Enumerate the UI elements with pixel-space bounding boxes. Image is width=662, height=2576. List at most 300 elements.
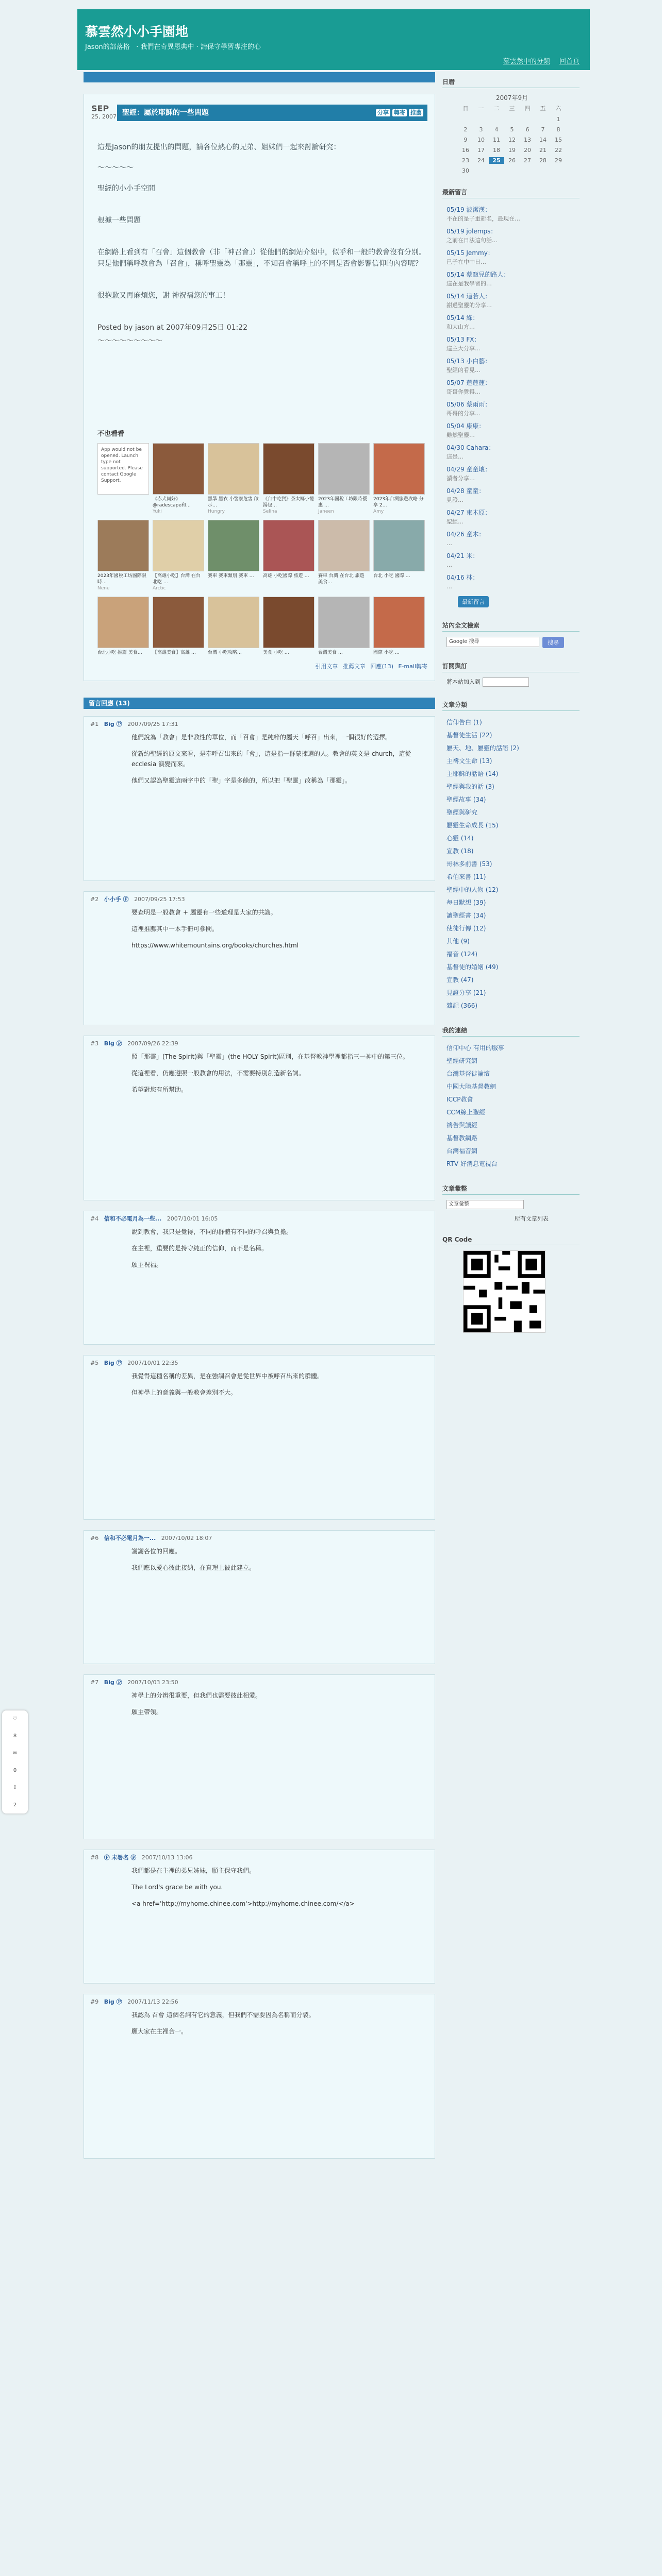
link-item[interactable]: 禱告與讀經 [446,1122,478,1129]
comment-header [90,895,428,903]
link-item[interactable]: ICCP教會 [446,1096,473,1103]
comment-date: 2007/10/01 16:05 [167,1215,218,1222]
comment-paragraph: <a href='http://myhome.chinee.com'>http://myhome.chinee.com/</a> [131,1900,355,1907]
header-links [496,56,580,65]
comment-paragraph: 但神學上的意義與一般教會差別不大。 [131,1389,237,1396]
category-item[interactable]: 雜記 (366) [446,1002,478,1009]
comment-body [131,1690,428,1717]
comment-number: #6 [90,1535,99,1541]
site-header [0,0,662,72]
recent-comment-item[interactable] [442,377,580,398]
comment [84,1850,435,1984]
recent-comment-excerpt: … [446,540,452,547]
header-link[interactable]: 回首頁 [559,58,580,65]
comment-body [131,907,428,951]
comment-date: 2007/11/13 22:56 [127,1998,178,2005]
calendar-day[interactable]: 4 [494,126,499,133]
post-footer [91,322,427,346]
recommendation-thumbnail[interactable] [208,597,259,648]
subscribe-title: 訂閱與訂 [442,662,580,672]
recommendation-caption[interactable]: 美食 小吃 … [263,650,289,655]
category-item[interactable]: 主耶穌的話語 (14) [446,770,499,777]
comment-author[interactable]: Ⓟ 未署名 Ⓟ [104,1854,137,1861]
link-item[interactable]: RTV 好消息電視台 [446,1160,498,1167]
comment-paragraph: 在主裡，重要的是持守純正的信仰，而不是名稱。 [131,1245,268,1252]
share-icon[interactable]: 分享 [376,109,390,116]
recent-comment-date: 05/14 綠： [446,314,479,321]
recommendation-thumbnail[interactable] [97,597,149,648]
calendar-day[interactable]: 28 [539,157,547,164]
comment-paragraph: 從這裡看，仍應遵照一般教會的用法，不需要特別創造新名詞。 [131,1070,305,1077]
share-icon[interactable]: ⇪ [12,1785,18,1791]
recommendations [91,428,427,656]
comment-header [90,1214,428,1223]
comment-paragraph: 我認為 召會 這個名詞有它的意義，但我們不需要因為名稱而分裂。 [131,2011,315,2019]
recommendation-thumbnail[interactable] [318,443,370,495]
category-item[interactable]: 聖經與研究 [446,809,478,816]
recommendation-author: Janeen [318,509,334,514]
calendar-day[interactable]: 13 [524,137,531,143]
like-icon[interactable]: ♡ [12,1716,18,1722]
search-button[interactable]: 搜尋 [542,637,564,648]
header-link[interactable]: 慕雲然中的分類 [503,58,550,65]
calendar-title: 日曆 [442,77,580,88]
calendar-day [520,116,535,123]
comment-author[interactable]: 信和不必電月為一些... [104,1215,162,1222]
comment-paragraph: 我覺得這種名稱的差異，是在強調召會是從世界中被呼召出來的群體。 [131,1372,324,1380]
calendar-day[interactable]: 10 [477,137,485,143]
calendar-day[interactable]: 11 [493,137,500,143]
comment-author[interactable]: Big Ⓟ [104,1040,122,1047]
category-item[interactable]: 每日默想 (39) [446,899,486,906]
category-item[interactable]: 宣教 (18) [446,848,474,855]
main-column [84,72,435,2169]
recommendation-thumbnail[interactable] [373,443,425,495]
category-item[interactable]: 屬靈生命成長 (15) [446,822,499,829]
comment [84,716,435,881]
qr-title: QR Code [442,1236,580,1245]
recommendation-card[interactable] [263,520,315,591]
recommendation-card[interactable] [373,597,425,656]
recent-comment-item[interactable] [442,506,580,528]
archive-list-link[interactable]: 所有文章列表 [515,1215,549,1222]
qr-code-graphic [464,1251,545,1332]
calendar-day [489,116,504,123]
calendar-weekday: 一 [478,105,484,112]
recent-comment-item[interactable] [442,398,580,420]
calendar-section [442,77,580,174]
calendar-day[interactable]: 16 [462,147,469,154]
calendar-day [535,116,551,123]
comment [84,1674,435,1839]
comment-paragraph: 這裡推薦其中一本手冊可參閱。 [131,925,219,933]
category-item[interactable]: 聖經中的人物 (12) [446,886,499,893]
recent-comment-date: 04/16 林： [446,574,479,581]
recommendation-card[interactable] [208,443,259,515]
calendar-day[interactable]: 29 [555,157,562,164]
category-item[interactable]: 主禱文生命 (13) [446,757,492,765]
recommendation-thumbnail[interactable] [153,597,204,648]
comment-number: #5 [90,1360,99,1366]
comment-header [90,1678,428,1686]
recent-comment-excerpt: 不在的是子重新名，最現在… [446,215,520,222]
comments-link[interactable]: 回應(13) [370,663,393,670]
recent-comment-date: 04/30 Cahara： [446,444,495,451]
category-item[interactable]: 使徒行傳 (12) [446,925,486,932]
comments-list [84,716,435,2159]
comment-paragraph: 希望對您有所幫助。 [131,1086,188,1093]
calendar-day[interactable]: 8 [556,126,560,133]
calendar-day[interactable]: 22 [555,147,562,154]
recommendation-card[interactable] [318,443,370,515]
calendar-weekday: 四 [524,105,531,112]
recent-comment-item[interactable] [442,333,580,355]
link-item[interactable]: CCM線上聖經 [446,1109,486,1116]
recommendation-caption[interactable]: 台北 小吃 國際 … [373,573,410,579]
recommendations-title: 不也看看 [97,430,125,438]
comment [84,1530,435,1664]
recommendation-thumbnail[interactable] [97,520,149,571]
post-title-bar [117,105,427,121]
recent-comment-date: 04/26 童木： [446,531,485,538]
recent-comment-excerpt: 和大山方… [446,324,475,330]
recommendation-card[interactable] [373,520,425,591]
recent-comment-date: 05/07 蓮蓮蓮： [446,379,491,386]
comment-author[interactable]: Big Ⓟ [104,1360,122,1366]
comment-body [131,2010,428,2037]
post-paragraph: 聖經的小小手空間 [97,184,155,193]
comment-header [90,1534,428,1542]
comment-paragraph: 我們都是在主裡的弟兄姊妹，願主保守我們。 [131,1867,256,1874]
link-item[interactable]: 聖經研究網 [446,1057,478,1064]
link-item[interactable]: 台灣福音網 [446,1147,478,1155]
recommendation-caption[interactable]: 【高雄美食】高雄 … [153,650,196,655]
recommendation-thumbnail[interactable] [208,520,259,571]
calendar-day[interactable]: 19 [508,147,516,154]
recent-comment-item[interactable] [442,204,580,225]
category-item[interactable]: 福音 (124) [446,951,478,958]
calendar-day[interactable]: 27 [524,157,531,164]
recent-comment-item[interactable] [442,571,580,593]
recommendation-author: Amy [373,509,384,514]
comment-number: #3 [90,1040,99,1047]
recent-comment-date: 04/21 米： [446,552,479,560]
recent-comment-date: 05/13 FX： [446,336,481,343]
post-paragraph: 很抱歉又再麻煩您，謝 神祝福您的事工！ [97,292,230,300]
recommendation-thumbnail[interactable] [153,443,204,495]
recommendation-caption[interactable]: 黑暴 黑衣 小警察危害 啟示… [208,497,259,508]
comment-author[interactable]: Big Ⓟ [104,1679,122,1686]
trackback-link[interactable]: 引用文章 [315,663,338,670]
calendar [458,93,566,174]
recent-comment-item[interactable] [442,290,580,312]
recommendation-caption[interactable]: 2023年國稅工坊國際限時… [97,573,146,585]
category-item[interactable]: 基督徒生活 (22) [446,732,492,739]
recent-comment-excerpt: … [446,583,452,590]
recommendation-caption[interactable]: 2023年台灣旅遊攻略 分享 2… [373,497,424,508]
recommendation-author: Nene [97,586,110,591]
search-input[interactable]: Google 搜尋 [446,637,539,647]
recent-comment-date: 04/29 童童壞： [446,466,491,473]
comment-count: 0 [13,1768,17,1774]
recommendation-card[interactable] [263,597,315,656]
recent-comments-section [442,188,580,607]
more-comments-button[interactable]: 最新留言 [458,596,489,607]
calendar-day[interactable]: 26 [508,157,516,164]
recent-comment-excerpt: 這是… [446,453,464,460]
recommendation-card[interactable] [318,520,370,591]
comment-number: #8 [90,1854,99,1861]
recommendation-card[interactable] [373,443,425,515]
recent-comment-item[interactable] [442,463,580,485]
recommend-link[interactable]: 推薦文章 [342,663,366,670]
recommendation-card[interactable] [208,597,259,656]
category-item[interactable]: 信仰告白 (1) [446,719,482,726]
comment-date: 2007/09/25 17:53 [134,896,185,903]
calendar-day[interactable]: 7 [541,126,545,133]
archive-section [442,1184,580,1223]
links-section [442,1026,580,1171]
comment-body [131,1866,428,1909]
post-title[interactable]: 聖經：屬於耶穌的一些問題 [122,109,209,117]
recommendation-author: Arctic [153,586,166,591]
comment-paragraph: 我們應以愛心彼此接納，在真理上彼此建立。 [131,1564,256,1571]
comment [84,891,435,1025]
comment-paragraph: 要查明是一般教會 + 屬靈有一些道理是大家的共識。 [131,909,277,916]
comment-paragraph: 願大家在主裡合一。 [131,2028,188,2035]
recommendation-thumbnail[interactable]: App would not be opened. Launch type not supported. Please contact Google Support. [97,443,149,495]
recent-comment-date: 05/13 小白藝： [446,358,491,365]
comment [84,1355,435,1520]
calendar-day[interactable]: 14 [539,137,547,143]
recommendation-caption[interactable]: 台灣美食 … [318,650,343,655]
recent-comment-item[interactable] [442,247,580,268]
categories-section [442,700,580,1012]
category-item[interactable]: 希伯來書 (11) [446,873,486,880]
category-item[interactable]: 讀聖經書 (34) [446,912,486,919]
comment-header [90,1853,428,1861]
links-list [442,1042,580,1171]
recommendation-thumbnail[interactable] [373,597,425,648]
calendar-day[interactable]: 6 [525,126,529,133]
forward-icon[interactable]: 轉寄 [392,109,407,116]
comment-author[interactable]: 小小手 Ⓟ [104,896,129,903]
recommendation-author: Selina [263,509,277,514]
recommendation-card[interactable] [318,597,370,656]
comment-paragraph: 願主祝福。 [131,1261,163,1268]
recommendation-caption[interactable]: 國際 小吃 … [373,650,400,655]
recommendation-author: Yuki [153,509,162,514]
comment-number: #9 [90,1998,99,2005]
comment-author[interactable]: Big Ⓟ [104,1998,122,2005]
post-paragraph: 在網路上看到有「召會」這個教會（非「神召會」）從他們的網站介紹中，似乎和一般的教會沒有分別。只是他們稱呼教會為「召會」，稱呼聖靈為「那靈」，不知召會稱呼上的不同是否會影響信仰的內容呢？ [97,248,426,268]
recommendation-card[interactable] [153,443,204,515]
comment-date: 2007/10/01 22:35 [127,1360,178,1366]
comment-body [131,1052,428,1095]
calendar-weekday: 二 [493,105,500,112]
calendar-day[interactable]: 20 [524,147,531,154]
sidebar [442,77,580,1346]
recent-comment-excerpt: 聖經的看見… [446,367,481,374]
calendar-weekday: 日 [462,105,469,112]
calendar-day[interactable]: 3 [479,126,483,133]
comment-date: 2007/10/13 13:06 [141,1854,193,1861]
calendar-day[interactable]: 23 [462,157,469,164]
category-item[interactable]: 聖經故事 (34) [446,796,486,803]
recommendation-thumbnail[interactable] [318,520,370,571]
comment-number: #1 [90,721,99,727]
email-link[interactable]: E-mail轉寄 [398,663,427,670]
recent-comment-excerpt: 這主大分享… [446,345,481,352]
category-item[interactable]: 哥林多前書 (53) [446,860,492,868]
floating-toolbar [2,1710,28,1814]
recent-comment-excerpt: 謝過聖靈的分享… [446,302,492,309]
recommendation-thumbnail[interactable] [373,520,425,571]
calendar-day[interactable]: 1 [556,116,560,123]
recent-comment-item[interactable] [442,225,580,247]
comment-body [131,732,428,786]
categories-list [442,716,580,1012]
recent-comment-excerpt: … [446,562,452,568]
recent-comment-item[interactable] [442,485,580,506]
calendar-day[interactable]: 21 [539,147,547,154]
calendar-day[interactable]: 30 [462,167,469,174]
recent-comment-item[interactable] [442,550,580,571]
recommendation-caption[interactable]: 《台中吃貨》茶太椰小籠湯包… [263,497,315,508]
comment-paragraph: 神學上的分辨很重要，但我們也需要彼此相愛。 [131,1692,262,1699]
calendar-day[interactable]: 25 [489,157,504,164]
recommendation-caption[interactable]: 《赤犬同好》@radescape和… [153,497,191,508]
category-item[interactable]: 基督徒的婚姻 (49) [446,963,499,971]
comment-paragraph: 他們又認為聖靈這兩字中的「聖」字是多餘的，所以把「聖靈」改稱為「那靈」。 [131,777,352,784]
recommendation-thumbnail[interactable] [208,443,259,495]
recommendation-caption[interactable]: 台北小吃 推薦 美食… [97,650,142,655]
category-item[interactable]: 心靈 (14) [446,835,474,842]
recommendation-card[interactable] [263,443,315,515]
comment-header [90,1039,428,1047]
calendar-day[interactable]: 15 [555,137,562,143]
calendar-day[interactable]: 9 [464,137,468,143]
top-bar [84,72,435,82]
site-title[interactable]: 慕雲然小小手園地 [85,24,189,39]
recommendation-caption[interactable]: 【高雄小吃】台灣 在台北吃 … [153,573,201,585]
recommendation-card[interactable] [97,597,149,656]
recent-comment-excerpt: 雖然聖靈… [446,432,475,438]
comment-date: 2007/10/03 23:50 [127,1679,178,1686]
category-item[interactable]: 其他 (9) [446,938,470,945]
calendar-day[interactable]: 17 [477,147,485,154]
recommendation-thumbnail[interactable] [318,597,370,648]
post-paragraph: 這是Jason的朋友提出的問題，請各位熱心的兄弟、姐妹們一起來討論研究： [97,143,341,151]
post-date: SEP 25, 2007 [91,104,117,120]
link-item[interactable]: 中國大陸基督教網 [446,1083,496,1090]
calendar-header: 2007年9月 [495,94,528,101]
recommendation-card[interactable] [153,520,204,591]
comment-author[interactable]: Big Ⓟ [104,721,122,727]
post-paragraph: ～～～～～ [97,164,134,172]
calendar-weekday: 三 [509,105,515,112]
search-title: 站內全文檢索 [442,621,580,632]
link-item[interactable]: 台灣基督徒論壇 [446,1070,490,1077]
comment-paragraph: 他們說為「教會」是非教性的單位，而「召會」是純粹的屬天「呼召」出來，一個很好的選擇。 [131,734,392,741]
recommendation-caption[interactable]: 2023年國稅工坊限時優惠 … [318,497,367,508]
recommendation-card[interactable] [153,597,204,656]
recent-comment-item[interactable] [442,442,580,463]
comment-paragraph: https://www.whitemountains.org/books/churches.html [131,942,299,949]
comment-header [90,1359,428,1367]
subscribe-input[interactable] [483,677,529,687]
comments-header: 留言回應 (13) [84,698,435,709]
calendar-day [504,116,520,123]
recommendation-caption[interactable]: 賽車 賽車類別 賽車 … [208,573,254,579]
calendar-day[interactable]: 18 [493,147,500,154]
recommendation-author: Hungry [208,509,225,514]
recent-comment-item[interactable] [442,420,580,442]
comment-header [90,1997,428,2006]
recent-comment-excerpt: 哥哥的分享… [446,410,481,417]
post-actions [91,662,427,670]
recommendation-thumbnail[interactable] [263,443,315,495]
comment-icon[interactable]: ✉ [12,1750,18,1756]
qr-section [442,1236,580,1333]
comment-paragraph: The Lord's grace be with you. [131,1884,223,1891]
qr-code [463,1250,545,1333]
comment-author[interactable]: 信和不必電月為一... [104,1535,156,1541]
comment-body [131,1546,428,1573]
category-item[interactable]: 屬天、地、屬靈的話語 (2) [446,744,519,752]
category-item[interactable]: 宣教 (47) [446,976,474,984]
recent-comment-excerpt: 已子在中中日… [446,259,486,265]
comment-header [90,720,428,728]
recent-comment-date: 04/28 童童： [446,487,485,495]
archive-select[interactable]: 文章彙整 [446,1200,524,1209]
comment-number: #7 [90,1679,99,1686]
recommendation-caption[interactable]: 賽車 台灣 在台北 旅遊 美食… [318,573,365,585]
comment-paragraph: 照「那靈」(The Spirit)與「聖靈」(the HOLY Spirit)區別，在基督教神學裡都指三一神中的第三位。 [131,1053,409,1060]
recommendation-card[interactable] [208,520,259,591]
recent-comment-item[interactable] [442,355,580,377]
comment-date: 2007/09/25 17:31 [127,721,178,727]
recommendation-thumbnail[interactable] [263,597,315,648]
calendar-day[interactable]: 2 [464,126,468,133]
calendar-grid [458,104,566,174]
recommend-icon[interactable]: 推薦 [409,109,423,116]
category-item[interactable]: 聖經與我的話 (3) [446,783,494,790]
recommendation-thumbnail[interactable] [263,520,315,571]
comment-date: 2007/10/02 18:07 [161,1535,212,1541]
comment-paragraph: 謝謝各位的回應。 [131,1548,181,1555]
links-title: 我的連結 [442,1026,580,1037]
subscribe-section [442,662,580,687]
category-item[interactable]: 見證分享 (21) [446,989,486,996]
comment-body [131,1371,428,1398]
recommendation-caption[interactable]: 台灣 小吃攻略… [208,650,242,655]
calendar-day[interactable]: 12 [508,137,516,143]
recent-comment-item[interactable] [442,528,580,550]
recommendation-thumbnail[interactable] [153,520,204,571]
recommendation-card[interactable] [97,520,149,591]
recent-comment-item[interactable] [442,268,580,290]
calendar-day[interactable]: 24 [477,157,485,164]
calendar-day[interactable]: 5 [510,126,514,133]
recommendation-caption[interactable]: 高雄 小吃國際 旅遊 … [263,573,309,579]
post-paragraph: 根據一些問題 [97,216,141,225]
comment-body [131,1227,428,1270]
link-item[interactable]: 基督教網路 [446,1134,478,1142]
link-item[interactable]: 信仰中心 有用的服事 [446,1044,504,1052]
recent-comment-item[interactable] [442,312,580,333]
recommendation-card[interactable] [97,443,149,515]
